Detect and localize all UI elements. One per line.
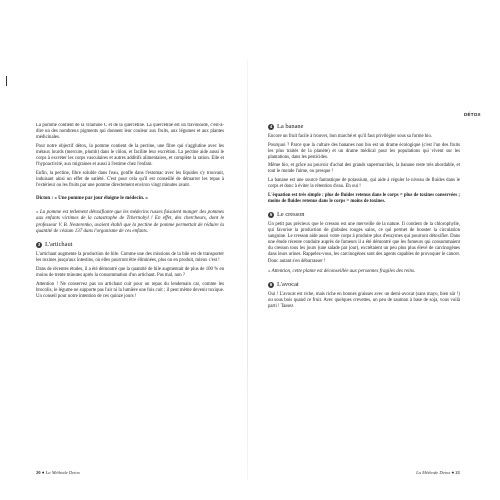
section-number-badge: 6 — [269, 281, 273, 287]
footer-separator: ● — [451, 470, 456, 475]
dicton-label: Dicton : — [36, 195, 55, 201]
section-title: Le cresson — [277, 210, 305, 218]
body-paragraph: Dans de récentes études, il a été démontré que la quantité de bile augmentait de plus de 100 % en moins de trente minutes après la consommation d'un artichaut. Pas mal, non ? — [36, 266, 224, 278]
body-paragraph: L'artichaut augmente la production de bile. Comme une des missions de la bile est de transporter les toxines jusqu'aux intestins, où elles pourront être éliminées, plus on en produit, mieux c'est ! — [36, 252, 224, 264]
body-paragraph: L'équation est très simple : plus de fluides retenus dans le corps = plus de toxines conservées ; moins de fluides retenus dans le corps = moins de toxines. — [268, 192, 460, 204]
section-number-badge: 3 — [37, 242, 41, 248]
footer-separator: ● — [41, 470, 46, 475]
footer-title: La Méthode Detox — [416, 470, 451, 475]
intro-paragraph: La pomme contient de la vitamine C et de la quercétine. La quercétine est un flavonoïde, c'est-à-dire un des nombreux pigments qui donnent leur couleur aux fruits, aux légumes et aux plantes médicinales. — [36, 123, 224, 141]
left-page-footer — [36, 470, 80, 475]
section-heading-cresson — [268, 211, 460, 219]
left-page-column — [36, 123, 224, 468]
right-page-column — [268, 123, 460, 468]
section-number-badge: 4 — [269, 124, 273, 129]
page-edge-mark — [6, 76, 7, 86]
body-paragraph: Encore un fruit facile à trouver, bon marché et qu'il faut privilégier sous sa forme bio. — [268, 134, 433, 139]
page-number: 21 — [455, 470, 460, 475]
body-paragraph: Pourquoi ? Parce que la culture des bananes non bio est un drame écologique (c'est l'un des fruits les plus traités de la planète) et un drame médical pour les populations qui vivent sur les plantations, dans les pesticides. — [268, 142, 460, 160]
right-page-footer — [416, 470, 460, 475]
attention-note: » Attention, cette plante est déconseillée aux personnes fragiles des reins. — [268, 268, 416, 274]
dicton — [36, 196, 224, 202]
intro-paragraph: Enfin, la pectine, fibre soluble dans l'eau, gonfle dans l'estomac avec les liquides s'y trouvant, induisant ainsi un effet de satiété. C'est pour cela qu'il est conseillé de démarrer les repas à l'extérieur ou les fruits par une pomme directement environ vingt minutes avant. — [36, 170, 224, 188]
section-heading-banane — [268, 123, 460, 131]
section-title: L'artichaut — [45, 241, 73, 249]
footer-title: La Méthode Detox — [45, 470, 80, 475]
body-paragraph: Même bio, et grâce au pouvoir d'achat des grands supermarchés, la banane reste très abordable, et tout le monde l'aime, ou presque ! — [268, 163, 460, 175]
body-paragraph: Attention ! Ne conservez pas un artichaut cuit pour un repas du lendemain car, comme les brocolis, le légume ne supporte pas l'air ni la lumière une fois cuit ; il peut même devenir toxique. Un conseil pour notre intention de ces quinze jours ! — [36, 281, 224, 299]
section-tag: DÉTOX — [464, 112, 481, 117]
dicton-text: « Une pomme par jour éloigne le médecin. » — [54, 195, 148, 201]
body-paragraph: Oui ! L'avocat est riche, mais riche en bonnes graisses avec un demi-avocat (sans mayo, bien sûr !) ou sous bois quand ce fruit. Avec quelques crevettes, un peu de saumon à base de soja, vous voilà parti ! Tassez — [268, 291, 460, 310]
body-paragraph: Un petit pas précieux que le cresson est une merveille de la nature. Il contient de la chlorophylle, qui favorise la production de globules rouges sains, ce qui permet de booster la circulation sanguine. Le cresson aide aussi votre corps à produire plus d'enzymes qui pourront détoxifier. Dans une étude récente conduite auprès de fumeurs il a été démontré que les fumeurs qui consommaient du cresson tous les jours (une salade par jour), excrétaient un peu plus plus élevé de carcinogènes dans leurs urines. Rappelez-vous, les carcinogènes sont des agents capables de provoquer le cancer. Donc autant s'en débarrasser ! — [268, 221, 460, 264]
section-heading-artichaut — [36, 241, 224, 249]
section-heading-avocat — [268, 281, 460, 289]
section-title: L'avocat — [277, 280, 299, 288]
intro-paragraph: Pour notre objectif détox, la pomme contient de la pectine, une fibre qui s'agglutine avec les métaux lourds (mercure, plomb) dans le côlon, et facilite leur excrétion. La pectine aide aussi le corps à excréter les corps vasculaires et autres additifs alimentaires, et complète la ration. Elle et l'hypoactivité, aux migraines et aussi à l'estime chez l'enfant. — [36, 143, 224, 168]
pull-quote: » La pomme est tellement détoxifiante que les médecins russes faisaient manger des pommes aux enfants victimes de la catastrophe de Tchernobyl ! En effet, des chercheurs, dont le professeur V. B. Nesterenko, avaient établi que la pectine de pomme permettait de réduire la quantité de césium 137 dans l'organisme de ces enfants. — [36, 210, 224, 234]
section-number-badge: 5 — [269, 211, 273, 217]
body-paragraph: La banane est une source fantastique de potassium, qui aide à réguler le niveau de fluides dans le corps et donc à éviter la rétention d'eau. Eh oui ! — [268, 178, 460, 190]
page-number: 20 — [36, 470, 41, 475]
book-gutter — [247, 60, 248, 480]
section-title: La banane — [277, 123, 304, 130]
